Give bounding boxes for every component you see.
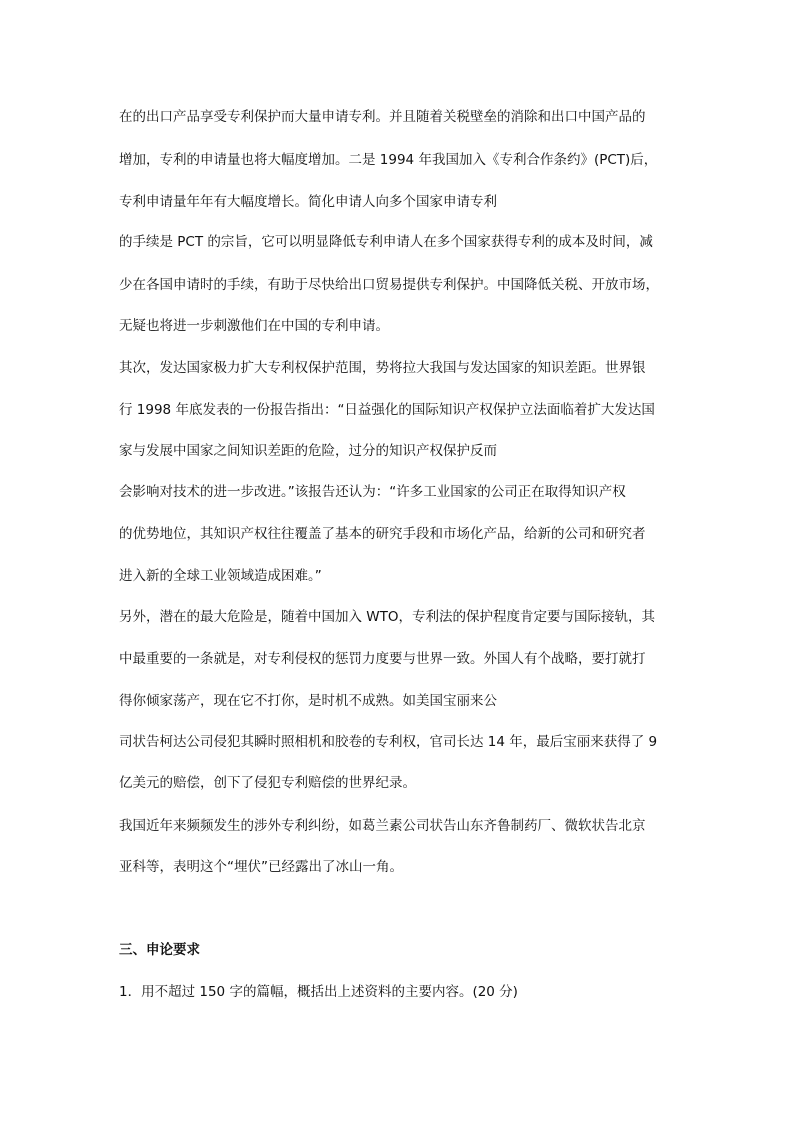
body-text-line: 亿美元的赔偿，创下了侵犯专利赔偿的世界纪录。 [119,775,416,791]
body-text-line: 增加，专利的申请量也将大幅度增加。二是 1994 年我国加入《专利合作条约》(PCT)后， [119,152,658,168]
section-heading: 三、申论要求 [119,942,200,958]
body-text-line: 少在各国申请时的手续，有助于尽快给出口贸易提供专利保护。中国降低关税、开放市场， [119,277,659,293]
body-text-line: 得你倾家荡产，现在它不打你，是时机不成熟。如美国宝丽来公 [119,693,497,709]
body-text-line: 亚科等，表明这个“埋伏”已经露出了冰山一角。 [119,859,403,875]
body-text-line: 另外，潜在的最大危险是，随着中国加入 WTO，专利法的保护程度肯定要与国际接轨，其 [119,609,656,625]
question-item: 1．用不超过 150 字的篇幅，概括出上述资料的主要内容。(20 分) [119,984,518,1000]
body-text-line: 家与发展中国家之间知识差距的危险，过分的知识产权保护反而 [119,443,497,459]
body-text-line: 中最重要的一条就是，对专利侵权的惩罚力度要与世界一致。外国人有个战略，要打就打 [119,651,646,667]
body-text-line: 司状告柯达公司侵犯其瞬时照相机和胶卷的专利权，官司长达 14 年，最后宝丽来获得了 9 [119,734,658,750]
body-text-line: 进入新的全球工业领域造成困难。” [119,568,322,584]
body-text-line: 无疑也将进一步刺激他们在中国的专利申请。 [119,318,389,334]
body-text-line: 其次，发达国家极力扩大专利权保护范围，势将拉大我国与发达国家的知识差距。世界银 [119,360,646,376]
body-text-line: 会影响对技术的进一步改进。”该报告还认为：“许多工业国家的公司正在取得知识产权 [119,484,626,500]
body-text-line: 的优势地位，其知识产权往往覆盖了基本的研究手段和市场化产品，给新的公司和研究者 [119,526,646,542]
body-text-line: 专利申请量年年有大幅度增长。简化申请人向多个国家申请专利 [119,194,497,210]
body-text-line: 的手续是 PCT 的宗旨，它可以明显降低专利申请人在多个国家获得专利的成本及时间，减 [119,234,653,250]
body-text-line: 我国近年来频频发生的涉外专利纠纷，如葛兰素公司状告山东齐鲁制药厂、微软状告北京 [119,818,646,834]
body-text-line: 在的出口产品享受专利保护而大量申请专利。并且随着关税壁垒的消除和出口中国产品的 [119,109,646,125]
body-text-line: 行 1998 年底发表的一份报告指出：“日益强化的国际知识产权保护立法面临着扩大发达国 [119,402,655,418]
